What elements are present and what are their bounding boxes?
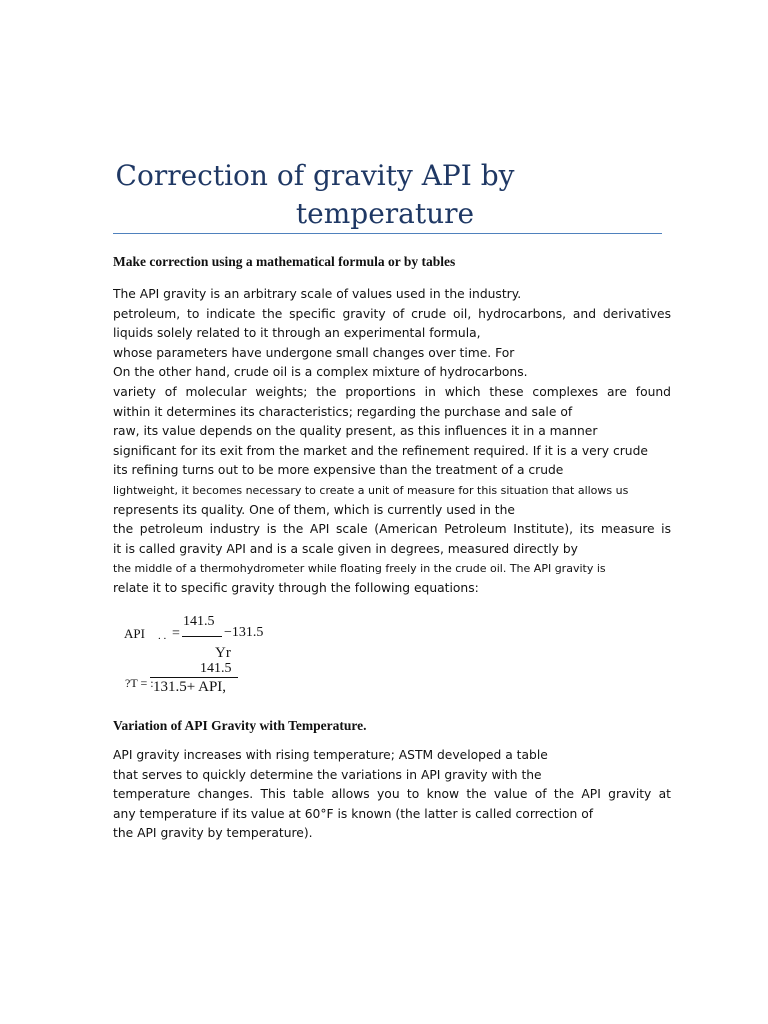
paragraph-line: the middle of a thermohydrometer while floating freely in the crude oil. The API gravity is — [113, 562, 606, 576]
formula-denominator: Yr — [215, 645, 231, 661]
paragraph-line: The API gravity is an arbitrary scale of values used in the industry. — [113, 287, 522, 301]
paragraph-line: On the other hand, crude oil is a complex mixture of hydrocarbons. — [113, 365, 528, 380]
formula-fraction-bar-2 — [150, 677, 238, 678]
formula-fraction-bar — [182, 636, 222, 637]
section-heading-correction: Make correction using a mathematical formula or by tables — [113, 254, 456, 269]
page-title — [110, 157, 630, 233]
paragraph-line: relate it to specific gravity through the following equations: — [113, 580, 479, 595]
paragraph-line: its refining turns out to be more expensive than the treatment of a crude — [113, 463, 564, 478]
paragraph-line: liquids solely related to it through an experimental formula, — [113, 326, 481, 341]
paragraph-line: any temperature if its value at 60°F is known (the latter is called correction of — [113, 806, 594, 821]
formula-api-subscript: . . — [158, 630, 167, 642]
paragraph-line: lightweight, it becomes necessary to create a unit of measure for this situation that allows us — [113, 483, 629, 497]
title-line-1: Correction of gravity API by — [115, 159, 515, 192]
api-gravity-equations — [118, 616, 298, 698]
title-line-2: temperature — [295, 197, 475, 230]
paragraph-line: petroleum, to indicate the specific gravity of crude oil, hydrocarbons, and derivatives — [113, 306, 671, 321]
section-heading-variation: Variation of API Gravity with Temperature. — [113, 718, 367, 733]
paragraph-line: variety of molecular weights; the proportions in which these complexes are found — [113, 384, 671, 399]
formula-equals: = — [172, 626, 180, 641]
title-divider — [113, 233, 662, 234]
paragraph-line: within it determines its characteristics; regarding the purchase and sale of — [113, 404, 573, 419]
formula-numerator-2: 141.5 — [200, 661, 232, 676]
paragraph-api-variation — [113, 746, 671, 844]
formula-numerator: 141.5 — [183, 614, 215, 629]
paragraph-line: it is called gravity API and is a scale given in degrees, measured directly by — [113, 541, 578, 556]
paragraph-line: significant for its exit from the market and the refinement required. If it is a very crude — [113, 443, 648, 458]
paragraph-api-intro — [113, 285, 671, 599]
formula-denominator-2: 131.5+ API, — [153, 679, 227, 695]
paragraph-line: raw, its value depends on the quality present, as this influences it in a manner — [113, 424, 598, 439]
paragraph-line: the petroleum industry is the API scale (American Petroleum Institute), its measure is — [113, 522, 671, 537]
paragraph-line: that serves to quickly determine the variations in API gravity with the — [113, 767, 542, 782]
formula-minus-term: −131.5 — [224, 625, 264, 640]
paragraph-line: API gravity increases with rising temperature; ASTM developed a table — [113, 748, 548, 762]
formula-api-label: API — [124, 626, 145, 641]
paragraph-line: whose parameters have undergone small changes over time. For — [113, 345, 515, 360]
paragraph-line: temperature changes. This table allows you to know the value of the API gravity at — [113, 787, 671, 802]
formula-gamma-label: ?T = : — [125, 676, 154, 690]
paragraph-line: the API gravity by temperature). — [113, 826, 313, 841]
paragraph-line: represents its quality. One of them, which is currently used in the — [113, 502, 515, 517]
